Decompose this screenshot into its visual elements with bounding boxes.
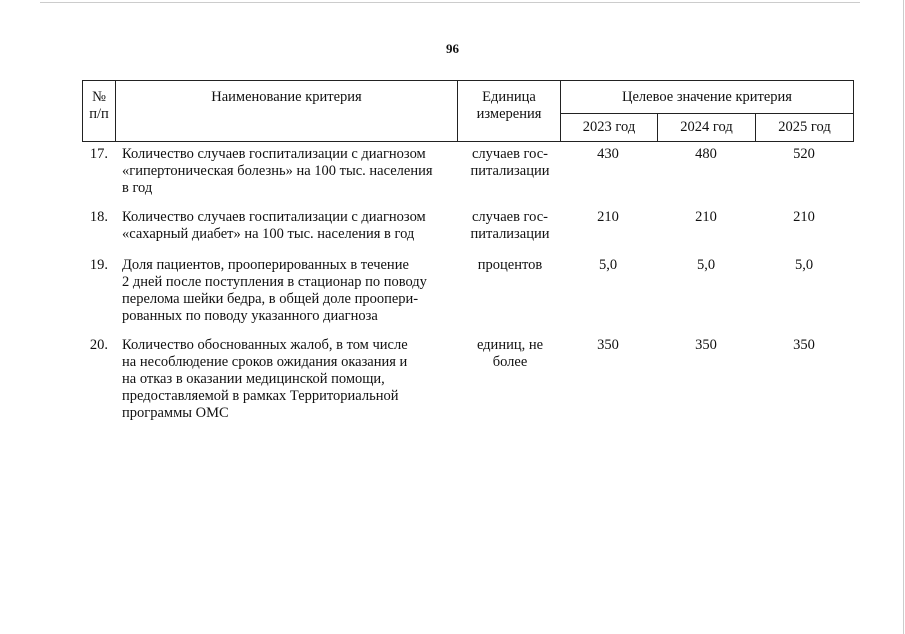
value-2025: 210 — [793, 209, 815, 225]
value-2024: 5,0 — [696, 257, 716, 273]
page-number: 96 — [446, 41, 459, 56]
header-name-label: Наименование критерия — [211, 89, 362, 105]
value-2025: 520 — [793, 146, 815, 162]
criterion-name: Доля пациентов, прооперированных в течение 2 дней после поступления в стационар по поводу перелома шейки бедра, в общей доле проопери- рованных по поводу указанного диагноза — [122, 257, 427, 324]
value-2024: 350 — [695, 337, 717, 353]
value-2024: 480 — [695, 146, 717, 162]
header-year-2024 — [657, 113, 756, 142]
header-unit-label: Единица измерения — [476, 89, 542, 122]
row-number: 17. — [89, 146, 108, 162]
header-num — [82, 80, 116, 142]
unit-of-measure: единиц, не более — [476, 337, 544, 370]
unit-of-measure: процентов — [477, 257, 543, 273]
header-year-2025 — [755, 113, 854, 142]
header-num-label: № п/п — [89, 89, 109, 122]
header-name — [115, 80, 458, 142]
header-year-label: 2023 год — [582, 119, 636, 135]
scan-edge — [903, 0, 904, 634]
criterion-name: Количество случаев госпитализации с диагнозом «сахарный диабет» на 100 тыс. населения в год — [122, 209, 426, 242]
criterion-name: Количество случаев госпитализации с диагнозом «гипертоническая болезнь» на 100 тыс. населения в год — [122, 146, 433, 196]
header-year-2023 — [560, 113, 658, 142]
header-year-label: 2025 год — [778, 119, 831, 135]
unit-of-measure: случаев гос- питализации — [470, 146, 550, 179]
value-2023: 430 — [597, 146, 619, 162]
value-2025: 5,0 — [794, 257, 814, 273]
value-2023: 210 — [597, 209, 619, 225]
value-2025: 350 — [793, 337, 815, 353]
value-2024: 210 — [695, 209, 717, 225]
header-unit — [457, 80, 561, 142]
criterion-name: Количество обоснованных жалоб, в том числе на несоблюдение сроков ожидания оказания и на отказ в оказании медицинской помощи, предоставляемой в рамках Территориальной программы ОМС — [122, 337, 408, 421]
value-2023: 350 — [597, 337, 619, 353]
unit-of-measure: случаев гос- питализации — [470, 209, 550, 242]
header-year-label: 2024 год — [680, 119, 733, 135]
header-target — [560, 80, 854, 114]
row-number: 19. — [89, 257, 108, 273]
row-number: 20. — [89, 337, 108, 353]
row-number: 18. — [89, 209, 108, 225]
header-target-label: Целевое значение критерия — [622, 88, 792, 105]
value-2023: 5,0 — [598, 257, 618, 273]
scan-edge — [40, 2, 860, 3]
